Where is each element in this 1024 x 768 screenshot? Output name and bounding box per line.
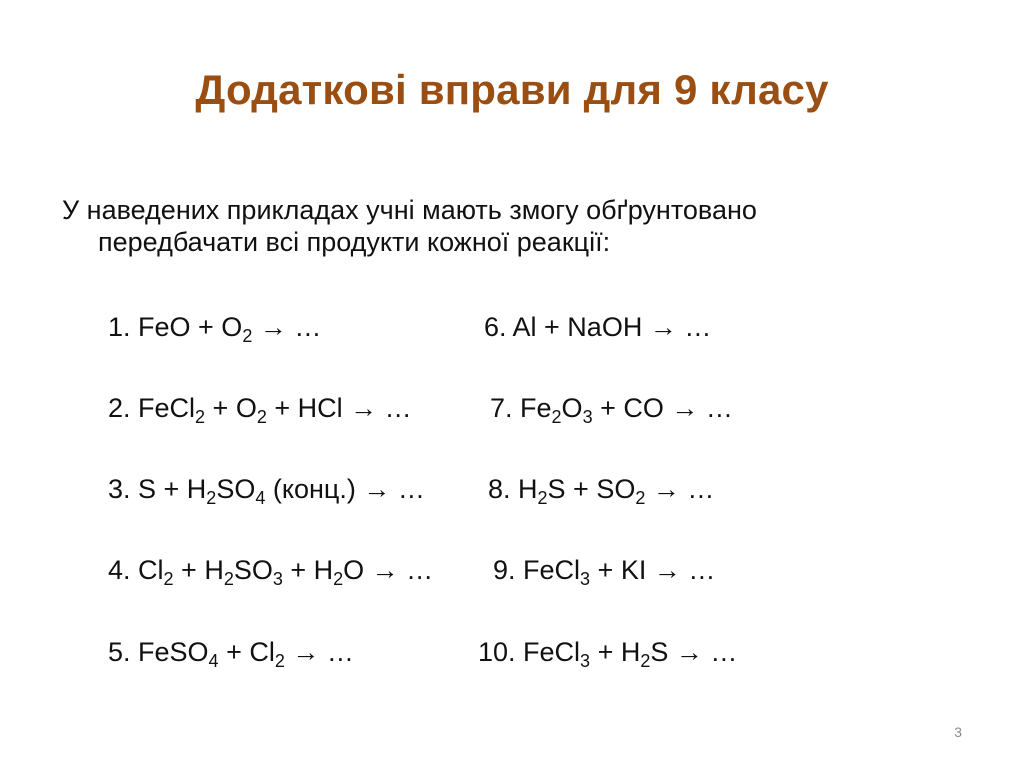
intro-line-2: передбачати всі продукти кожної реакції: (98, 227, 611, 257)
equation-text: S + SO (547, 474, 636, 504)
equation-text: + O (205, 393, 257, 423)
equation-text: 5. FeSO (108, 637, 209, 667)
equation-text: 2. FeCl (108, 393, 196, 423)
equation-9 (493, 554, 716, 589)
equation-text: 4. Cl (108, 555, 164, 585)
equation-text: + Cl (218, 637, 275, 667)
subscript: 4 (208, 651, 219, 671)
subscript: 2 (163, 569, 174, 589)
equation-text: O → … (343, 555, 434, 585)
equation-text: 9. FeCl (493, 555, 581, 585)
equation-text: SO (233, 555, 273, 585)
equation-5 (108, 636, 354, 671)
equation-text: → … (284, 637, 354, 667)
equation-1 (108, 311, 322, 346)
subscript: 2 (206, 488, 217, 508)
equation-7 (490, 392, 733, 427)
subscript: 3 (580, 569, 591, 589)
equation-text: S → … (650, 637, 738, 667)
equation-text: 6. Al + NaOH → … (484, 312, 712, 342)
equation-3 (108, 473, 425, 508)
equation-text: + HCl → … (266, 393, 412, 423)
slide-title: Додаткові вправи для 9 класу (195, 66, 829, 113)
equation-text: → … (252, 312, 322, 342)
subscript: 2 (195, 407, 206, 427)
equation-text: 7. Fe (490, 393, 552, 423)
equation-text: + H (590, 637, 641, 667)
subscript: 2 (256, 407, 267, 427)
equation-text: 10. FeCl (478, 637, 581, 667)
subscript: 2 (333, 569, 344, 589)
subscript: 2 (635, 488, 646, 508)
equation-text: + H (282, 555, 334, 585)
equation-8 (488, 473, 715, 508)
subscript: 2 (274, 651, 285, 671)
subscript: 2 (223, 569, 234, 589)
subscript: 2 (242, 326, 253, 346)
equation-2 (108, 392, 412, 427)
intro-paragraph (62, 194, 942, 258)
equation-6 (484, 311, 711, 343)
equation-text: + KI → … (590, 555, 716, 585)
subscript: 3 (582, 407, 593, 427)
subscript: 3 (272, 569, 283, 589)
subscript: 2 (537, 488, 548, 508)
equation-text: O (561, 393, 583, 423)
page-number: 3 (954, 724, 962, 740)
subscript: 2 (551, 407, 562, 427)
equation-text: 8. H (488, 474, 538, 504)
equation-text: + H (173, 555, 224, 585)
subscript: 4 (255, 488, 266, 508)
equation-10 (478, 636, 738, 671)
intro-line-1: У наведених прикладах учні мають змогу обґрунтовано (62, 195, 757, 225)
equation-text: → … (645, 474, 715, 504)
equation-text: (конц.) → … (265, 474, 425, 504)
equation-text: 3. S + H (108, 474, 207, 504)
equation-text: SO (216, 474, 256, 504)
equation-4 (108, 554, 434, 589)
subscript: 3 (580, 651, 591, 671)
subscript: 2 (640, 651, 651, 671)
equation-text: 1. FeO + O (108, 312, 243, 342)
equation-text: + CO → … (592, 393, 733, 423)
